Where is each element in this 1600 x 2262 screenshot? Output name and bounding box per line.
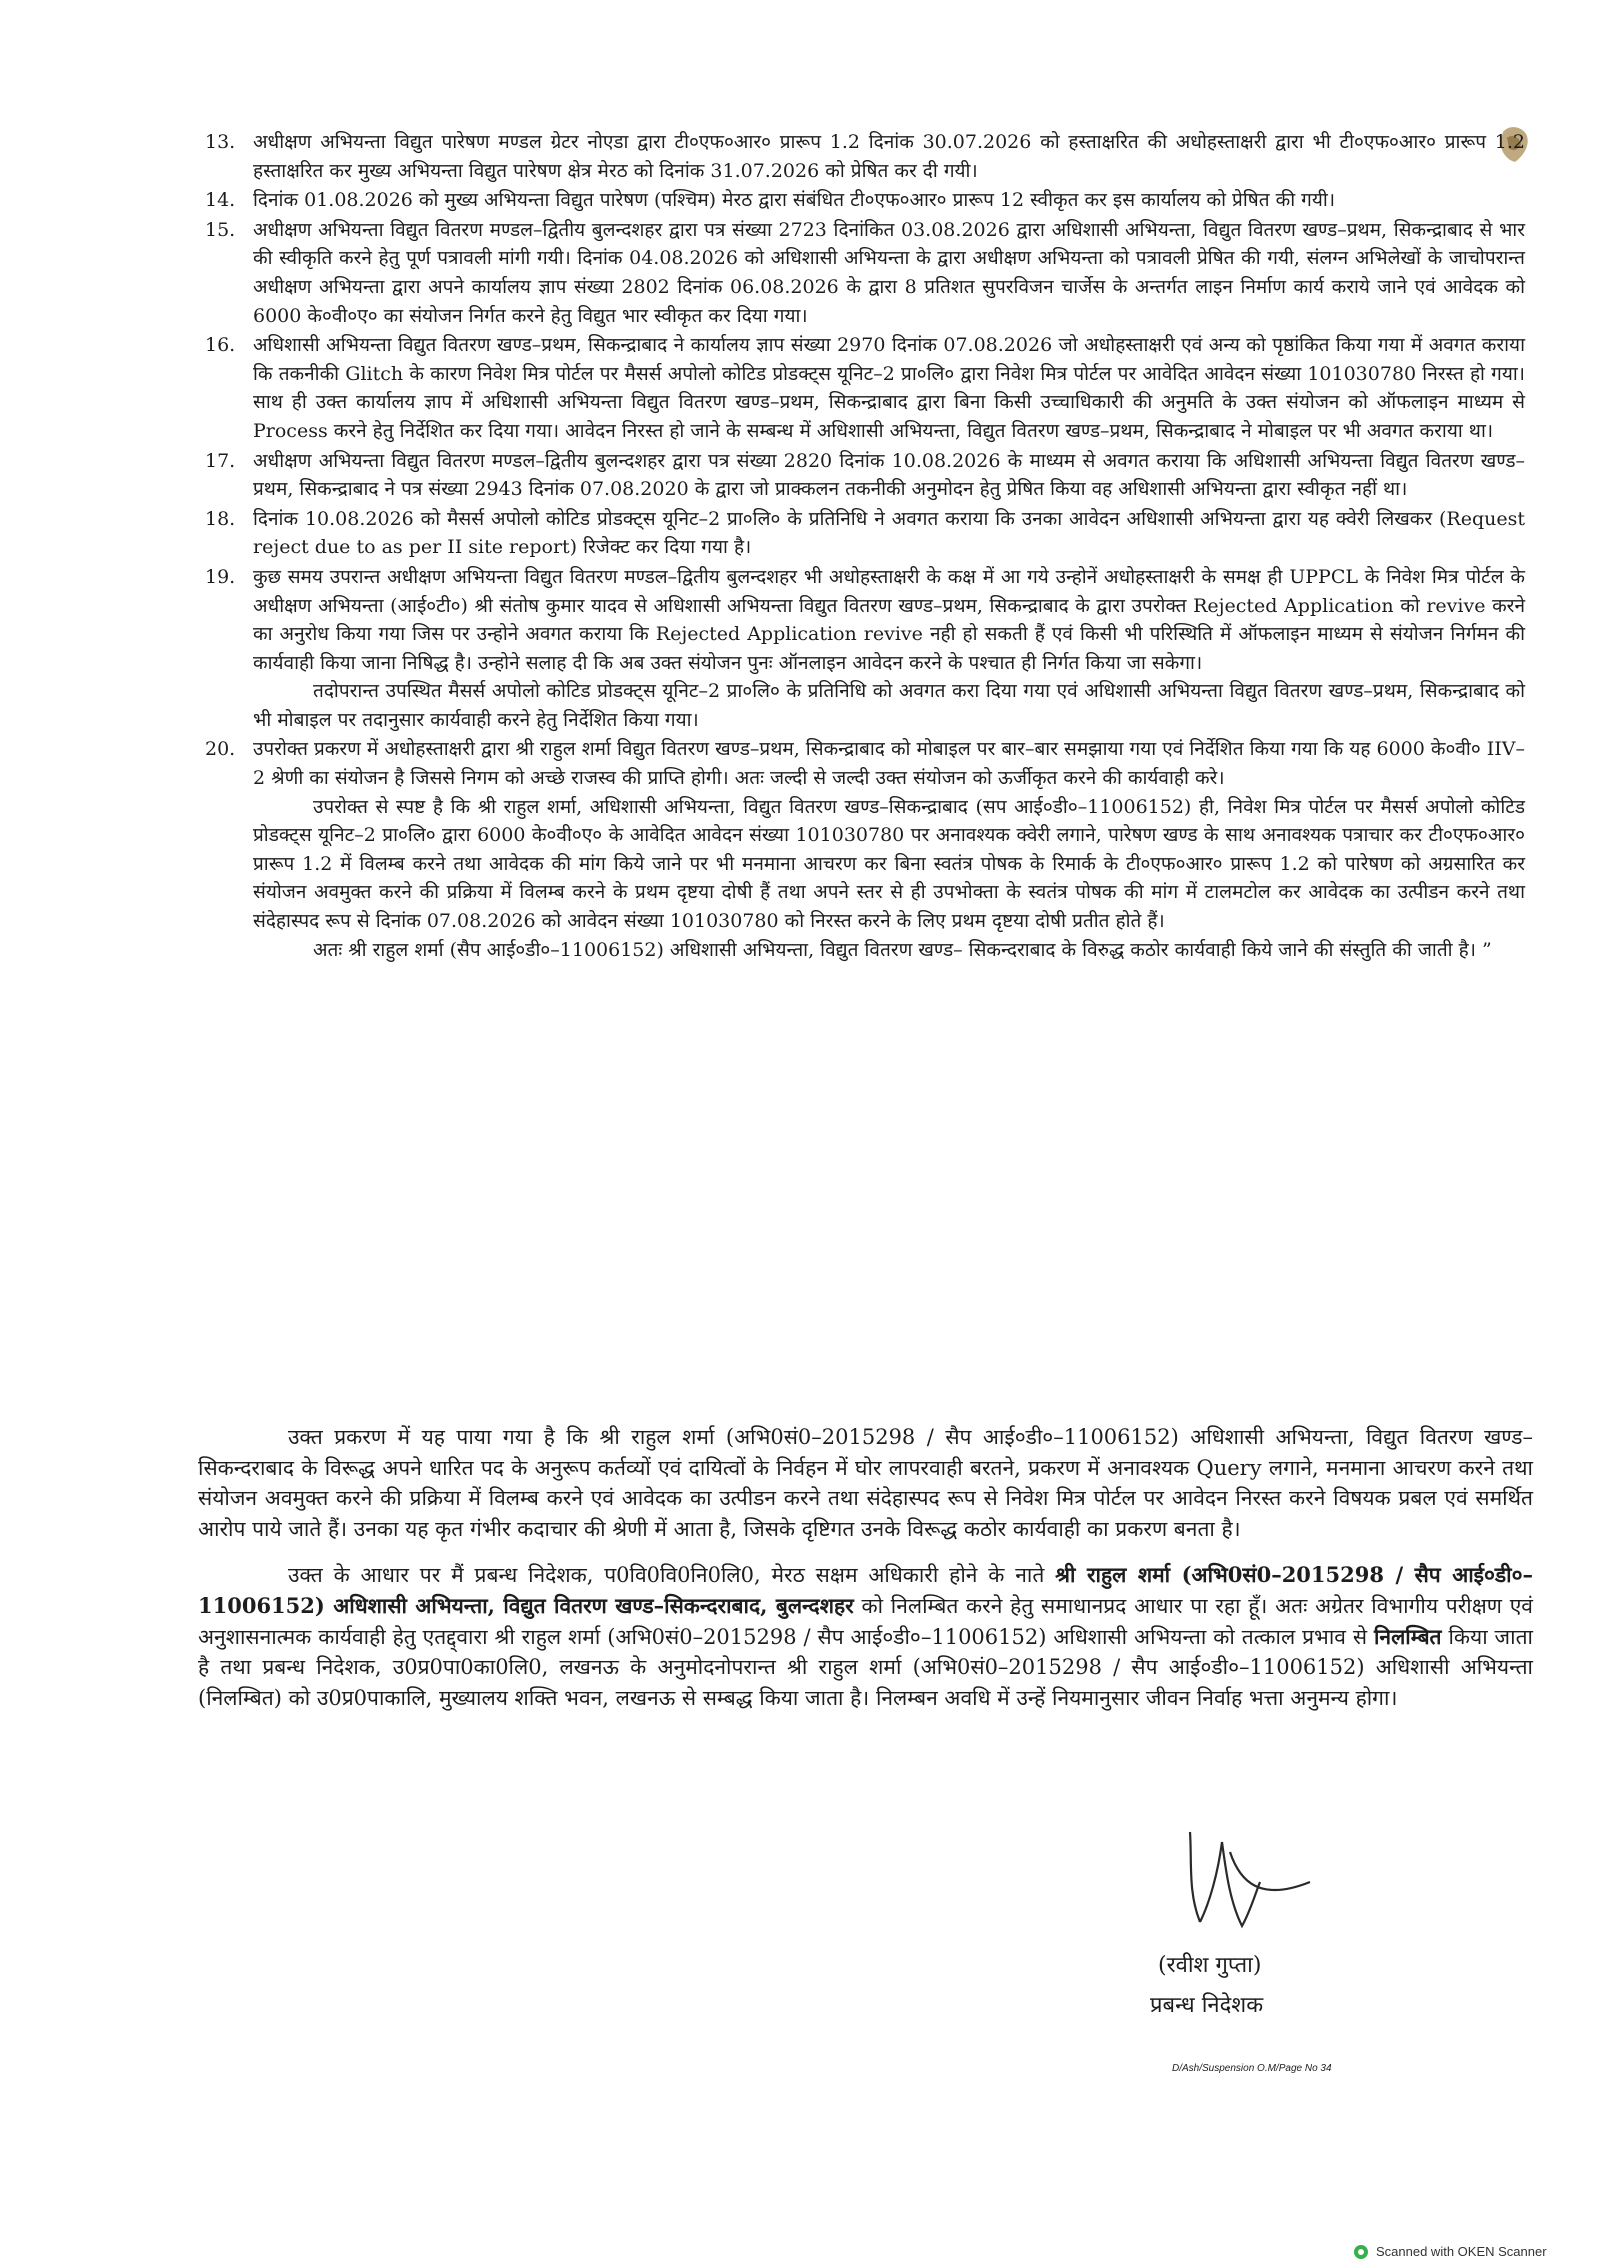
point-number: 15. xyxy=(205,218,236,241)
scanner-logo-icon xyxy=(1354,2245,1368,2259)
point-text: उपरोक्त प्रकरण में अधोहस्ताक्षरी द्वारा श्री राहुल शर्मा विद्युत वितरण खण्ड–प्रथम, सिकन्द्राबाद को मोबाइल पर बार–बार समझाया गया एवं निर्देशित किया गया कि यह 6000 के०वी० IIV–2 श्रेणी का संयोजन है जिससे निगम को अच्छे राजस्व की प्राप्ति होगी। अतः जल्दी से जल्दी उक्त संयोजन को ऊर्जीकृत करने की कार्यवाही करे। xyxy=(253,738,1525,790)
point-17 xyxy=(205,447,1525,504)
officer-identity: श्री राहुल शर्मा (अभि0सं0–2015298 / सैप आई०डी०–11006152) अधिशासी अभियन्ता, विद्युत वितरण खण्ड–सिकन्दराबाद, बुलन्दशहर xyxy=(198,1562,1533,1618)
order-body xyxy=(198,1422,1533,1729)
order-text: उक्त के आधार पर मैं प्रबन्ध निदेशक, प0वि0वि0नि0लि0, मेरठ सक्षम अधिकारी होने के नाते xyxy=(288,1563,1056,1588)
numbered-points-list xyxy=(205,128,1525,965)
point-14 xyxy=(205,186,1525,215)
point-text-continued: अतः श्री राहुल शर्मा (सैप आई०डी०–11006152) अधिशासी अभियन्ता, विद्युत वितरण खण्ड– सिकन्दराबाद के विरुद्ध कठोर कार्यवाही किये जाने की संस्तुति की जाती है। ” xyxy=(313,938,1492,961)
scanner-watermark xyxy=(1354,2244,1547,2259)
order-text: किया जाता है तथा प्रबन्ध निदेशक, उ0प्र0पा0का0लि0, लखनऊ के अनुमोदनोपरान्त श्री राहुल शर्मा (अभि0सं0–2015298 / सैप आई०डी०–11006152) अधिशासी अभियन्ता (निलम्बित) को उ0प्र0पाकालि, मुख्यालय शक्ति भवन, लखनऊ से सम्बद्ध किया जाता है। निलम्बन अवधि में उन्हें नियमानुसार जीवन निर्वाह भत्ता अनुमन्य होगा। xyxy=(198,1624,1533,1710)
point-text-continued: उपरोक्त से स्पष्ट है कि श्री राहुल शर्मा, अधिशासी अभियन्ता, विद्युत वितरण खण्ड–सिकन्द्राबाद (सप आई०डी०–11006152) ही, निवेश मित्र पोर्टल पर मैसर्स अपोलो कोटिड प्रोडक्ट्स यूनिट–2 प्रा०लि० द्वारा 6000 के०वी०ए० के आवेदित आवेदन संख्या 101030780 पर अनावश्यक क्वेरी लगाने, पारेषण खण्ड के साथ अनावश्यक पत्राचार कर टी०एफ०आर० प्रारूप 1.2 में विलम्ब करने तथा आवेदक की मांग किये जाने पर भी मनमाना आचरण कर बिना स्वतंत्र पोषक के रिमार्क के टी०एफ०आर० प्रारूप 1.2 को पारेषण को अग्रसारित कर संयोजन अवमुक्त करने की प्रक्रिया में विलम्ब करने के प्रथम दृष्टया दोषी हैं तथा अपने स्तर से ही उपभोक्ता के स्वतंत्र पोषक की मांग में टालमटोल कर आवेदक का उत्पीडन करने तथा संदेहास्पद रूप से दिनांक 07.08.2026 को आवेदन संख्या 101030780 को निरस्त करने के लिए प्रथम दृष्टया दोषी प्रतीत होते हैं। xyxy=(253,795,1525,933)
point-text: अधीक्षण अभियन्ता विद्युत पारेषण मण्डल ग्रेटर नोएडा द्वारा टी०एफ०आर० प्रारूप 1.2 दिनांक 30.07.2026 को हस्ताक्षरित की अधोहस्ताक्षरी द्वारा भी टी०एफ०आर० प्रारूप 1.2 हस्ताक्षरित कर मुख्य अभियन्ता विद्युत पारेषण क्षेत्र मेरठ को दिनांक 31.07.2026 को प्रेषित कर दी गयी। xyxy=(253,131,1525,182)
point-number: 16. xyxy=(205,334,236,357)
point-number: 20. xyxy=(205,738,236,761)
suspension-order-paragraph xyxy=(198,1560,1533,1713)
handwritten-signature xyxy=(1170,1822,1330,1942)
suspended-word: निलम्बित xyxy=(1373,1623,1442,1649)
point-text: दिनांक 01.08.2026 को मुख्य अभियन्ता विद्युत पारेषण (पश्चिम) मेरठ द्वारा संबंधित टी०एफ०आर० प्रारूप 12 स्वीकृत कर इस कार्यालय को प्रेषित की गयी। xyxy=(253,189,1336,212)
point-13 xyxy=(205,128,1525,185)
point-number: 13. xyxy=(205,131,236,153)
point-20 xyxy=(205,735,1525,964)
point-number: 18. xyxy=(205,507,236,530)
point-number: 19. xyxy=(205,565,236,588)
point-19 xyxy=(205,563,1525,735)
order-text: को निलम्बित करने हेतु समाधानप्रद आधार पा रहा हूँ। अतः अग्रेतर विभागीय परीक्षण एवं अनुशासनात्मक कार्यवाही हेतु एतद्द्वारा श्री राहुल शर्मा (अभि0सं0–2015298 / सैप आई०डी०–11006152) अधिशासी अभियन्ता को तत्काल प्रभाव से xyxy=(198,1593,1533,1649)
reference-note: D/Ash/Suspension O.M/Page No 34 xyxy=(1172,2063,1332,2074)
point-number: 17. xyxy=(205,449,236,472)
point-number: 14. xyxy=(205,189,236,212)
scanner-label: Scanned with OKEN Scanner xyxy=(1376,2244,1547,2259)
finding-paragraph: उक्त प्रकरण में यह पाया गया है कि श्री राहुल शर्मा (अभि0सं0–2015298 / सैप आई०डी०–11006152) अधिशासी अभियन्ता, विद्युत वितरण खण्ड–सिकन्दराबाद के विरूद्ध अपने धारित पद के अनुरूप कर्तव्यों एवं दायित्वों के निर्वहन में घोर लापरवाही बरतने, प्रकरण में अनावश्यक Query लगाने, मनमाना आचरण करने तथा संयोजन अवमुक्त करने की प्रक्रिया में विलम्ब करने एवं आवेदक का उत्पीडन करने तथा संदेहास्पद रूप से निवेश मित्र पोर्टल पर आवेदन निरस्त करने विषयक प्रबल एवं समर्थित आरोप पाये जाते हैं। उनका यह कृत गंभीर कदाचार की श्रेणी में आता है, जिसके दृष्टिगत उनके विरूद्ध कठोर कार्यवाही का प्रकरण बनता है। xyxy=(198,1425,1533,1541)
signatory-name: (रवीश गुप्ता) xyxy=(1158,1953,1262,1978)
point-text: अधिशासी अभियन्ता विद्युत वितरण खण्ड–प्रथम, सिकन्द्राबाद ने कार्यालय ज्ञाप संख्या 2970 दिनांक 07.08.2026 जो अधोहस्ताक्षरी एवं अन्य को पृष्ठांकित किया गया में अवगत कराया कि तकनीकी Glitch के कारण निवेश मित्र पोर्टल पर मैसर्स अपोलो कोटिड प्रोडक्ट्स यूनिट–2 प्रा०लि० द्वारा निवेश मित्र पोर्टल पर आवेदित आवेदन संख्या 101030780 निरस्त हो गया। साथ ही उक्त कार्यालय ज्ञाप में अधिशासी अभियन्ता विद्युत वितरण खण्ड–प्रथम, सिकन्द्राबाद द्वारा बिना किसी उच्चाधिकारी की अनुमति के उक्त संयोजन को ऑफलाइन माध्यम से Process करने हेतु निर्देशित कर दिया गया। आवेदन निरस्त हो जाने के सम्बन्ध में अधिशासी अभियन्ता, विद्युत वितरण खण्ड–प्रथम, सिकन्द्राबाद ने मोबाइल पर भी अवगत कराया था। xyxy=(253,334,1525,442)
point-18 xyxy=(205,505,1525,562)
point-text: दिनांक 10.08.2026 को मैसर्स अपोलो कोटिड प्रोडक्ट्स यूनिट–2 प्रा०लि० के प्रतिनिधि ने अवगत कराया कि उनका आवेदन अधिशासी अभियन्ता द्वारा यह क्वेरी लिखकर (Request reject due to as per II site report) रिजेक्ट कर दिया गया है। xyxy=(253,507,1525,559)
point-text: अधीक्षण अभियन्ता विद्युत वितरण मण्डल–द्वितीय बुलन्दशहर द्वारा पत्र संख्या 2723 दिनांकित 03.08.2026 द्वारा अधिशासी अभियन्ता, विद्युत वितरण खण्ड–प्रथम, सिकन्द्राबाद से भार की स्वीकृति करने हेतु पूर्ण पत्रावली मांगी गयी। दिनांक 04.08.2026 को अधिशासी अभियन्ता के द्वारा अधीक्षण अभियन्ता को पत्रावली प्रेषित की गयी, संलग्न अभिलेखों के जाचोपरान्त अधीक्षण अभियन्ता द्वारा अपने कार्यालय ज्ञाप संख्या 2802 दिनांक 06.08.2026 के द्वारा 8 प्रतिशत सुपरविजन चार्जेस के अन्तर्गत लाइन निर्माण कार्य कराये जाने एवं आवेदक को 6000 के०वी०ए० का संयोजन निर्गत करने हेतु विद्युत भार स्वीकृत कर दिया गया। xyxy=(253,218,1525,327)
point-15 xyxy=(205,216,1525,330)
point-text: कुछ समय उपरान्त अधीक्षण अभियन्ता विद्युत वितरण मण्डल–द्वितीय बुलन्दशहर भी अधोहस्ताक्षरी के कक्ष में आ गये उन्होनें अधोहस्ताक्षरी के समक्ष ही UPPCL के निवेश मित्र पोर्टल के अधीक्षण अभियन्ता (आई०टी०) श्री संतोष कुमार यादव से अधिशासी अभियन्ता विद्युत वितरण खण्ड–प्रथम, सिकन्द्राबाद के द्वारा उपरोक्त Rejected Application को revive करने का अनुरोध किया गया जिस पर उन्होने अवगत कराया कि Rejected Application revive नही हो सकती हैं एवं किसी भी परिस्थिति में ऑफलाइन माध्यम से संयोजन निर्गमन की कार्यवाही किया जाना निषिद्ध है। उन्होने सलाह दी कि अब उक्त संयोजन पुनः ऑनलाइन आवेदन करने के पश्चात ही निर्गत किया जा सकेगा। xyxy=(253,565,1525,674)
signatory-designation: प्रबन्ध निदेशक xyxy=(1150,1993,1264,2018)
point-text-continued: तदोपरान्त उपस्थित मैसर्स अपोलो कोटिड प्रोडक्ट्स यूनिट–2 प्रा०लि० के प्रतिनिधि को अवगत करा दिया गया एवं अधिशासी अभियन्ता विद्युत वितरण खण्ड–प्रथम, सिकन्द्राबाद को भी मोबाइल पर तदानुसार कार्यवाही करने हेतु निर्देशित किया गया। xyxy=(253,680,1525,731)
point-text: अधीक्षण अभियन्ता विद्युत वितरण मण्डल–द्वितीय बुलन्दशहर द्वारा पत्र संख्या 2820 दिनांक 10.08.2026 के माध्यम से अवगत कराया कि अधिशासी अभियन्ता विद्युत वितरण खण्ड–प्रथम, सिकन्द्राबाद ने पत्र संख्या 2943 दिनांक 07.08.2020 के द्वारा जो प्राक्कलन तकनीकी अनुमोदन हेतु प्रेषित किया वह अधिशासी अभियन्ता द्वारा स्वीकृत नहीं था। xyxy=(253,449,1525,501)
point-16 xyxy=(205,331,1525,445)
